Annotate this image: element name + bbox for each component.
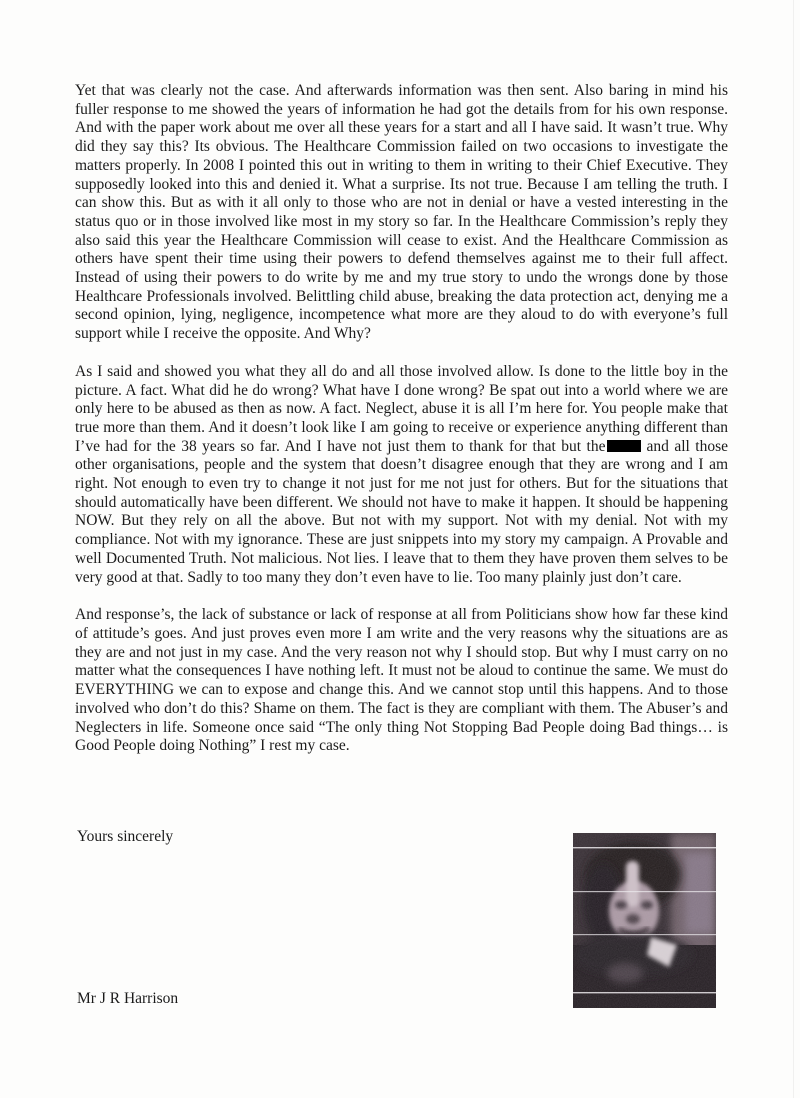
- child-photo: [573, 833, 716, 1008]
- redaction-box: [607, 440, 641, 452]
- paragraph-2: [75, 363, 728, 587]
- paragraph-1: Yet that was clearly not the case. And afterwards information was then sent. Also baring in mind his fuller response to me showed the years of information he had got the details from for his own response. And with the paper work about me over all these years for a start and all I have said. It wasn’t true. Why did they say this? Its obvious. The Healthcare Commission failed on two occasions to investigate the matters properly. In 2008 I pointed this out in writing to them in writing to their Chief Executive. They supposedly looked into this and denied it. What a surprise. Its not true. Because I am telling the truth. I can show this. But as with it all only to those who are not in denial or have a vested interesting in the status quo or in those involved like most in my story so far. In the Healthcare Commission’s reply they also said this year the Healthcare Commission will cease to exist. And the Healthcare Commission as others have spent their time using their powers to defend themselves against me to their full affect. Instead of using their powers to do write by me and my true story to undo the wrongs done by those Healthcare Professionals involved. Belittling child abuse, breaking the data protection act, denying me a second opinion, lying, negligence, incompetence what more are they aloud to do with everyone’s full support while I receive the opposite. And Why?: [75, 82, 728, 343]
- paragraph-2-text-before: As I said and showed you what they all do and all those involved allow. Is done to the little boy in the picture. A fact. What did he do wrong? What have I done wrong? Be spat out into a world where we are only here to be abused as then as now. A fact. Neglect, abuse it is all I’m here for. You people make that true more than them. And it doesn’t look like I am going to receive or experience anything different than I’ve had for the 38 years so far. And I have not just them to thank for that but the: [75, 362, 728, 455]
- paragraph-3: And response’s, the lack of substance or lack of response at all from Politicians show how far these kind of attitude’s goes. And just proves even more I am write and the very reasons why the situations are as they are and not just in my case. And the very reason not why I should stop. But why I must carry on no matter what the consequences I have nothing left. It must not be aloud to continue the same. We must do EVERYTHING we can to expose and change this. And we cannot stop until this happens. And to those involved who don’t do this? Shame on them. The fact is they are compliant with them. The Abuser’s and Neglecters in life. Someone once said “The only thing Not Stopping Bad People doing Bad things… is Good People doing Nothing” I rest my case.: [75, 606, 728, 755]
- paragraph-2-text-after: and all those other organisations, people and the system that doesn’t disagree enough that they are wrong and I am right. Not enough to even try to change it not just for me not just for others. But for the situations that should automatically have been different. We should not have to make it happen. It should be happening NOW. But they rely on all the above. But not with my support. Not with my denial. Not with my compliance. Not with my ignorance. These are just snippets into my story my campaign. A Provable and well Documented Truth. Not malicious. Not lies. I leave that to them they have proven them selves to be very good at that. Sadly to too many they don’t even have to lie. Too many plainly just don’t care.: [75, 437, 728, 586]
- closing-salutation: Yours sincerely: [77, 828, 174, 845]
- letter-body: [75, 82, 728, 775]
- signature-name: Mr J R Harrison: [77, 990, 179, 1007]
